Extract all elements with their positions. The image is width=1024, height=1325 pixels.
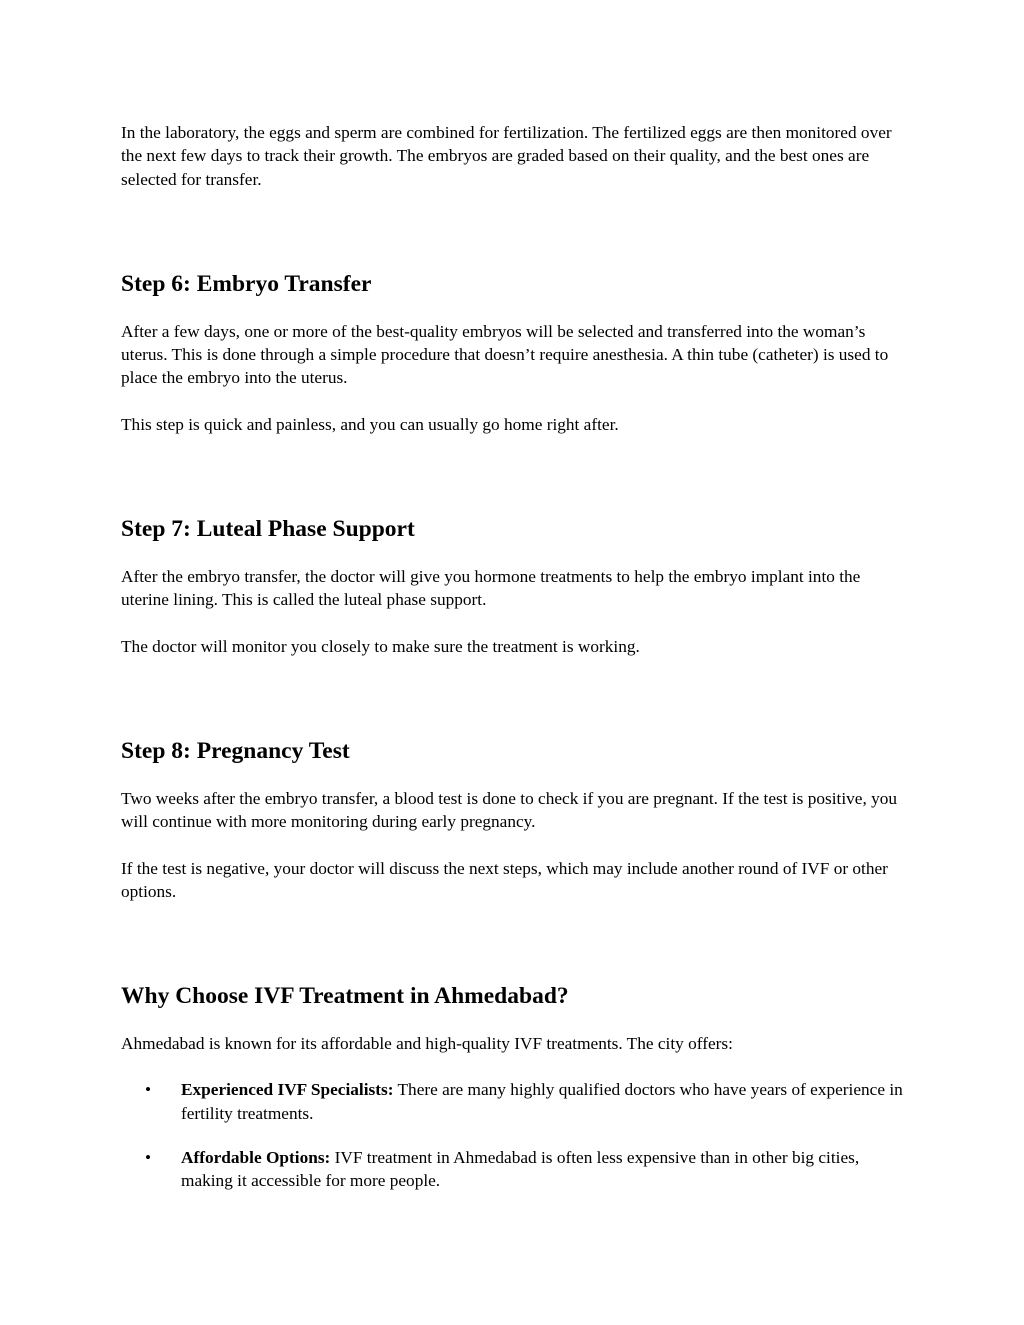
intro-paragraph: In the laboratory, the eggs and sperm are combined for fertilization. The fertilized eggs are then monitored over the next few days to track their growth. The embryos are graded based on their quality, and the best ones are selected for transfer. [121, 123, 892, 189]
document-page [121, 121, 911, 1214]
list-item-title: Experienced IVF Specialists: [181, 1080, 394, 1100]
step8-paragraph-2: If the test is negative, your doctor will discuss the next steps, which may include another round of IVF or other options. [121, 858, 888, 901]
step7-heading: Step 7: Luteal Phase Support [121, 516, 415, 543]
list-item [121, 1146, 911, 1193]
why-intro-paragraph: Ahmedabad is known for its affordable and high-quality IVF treatments. The city offers: [121, 1034, 733, 1054]
step6-paragraph-2: This step is quick and painless, and you can usually go home right after. [121, 414, 619, 434]
step8-paragraph-1: Two weeks after the embryo transfer, a blood test is done to check if you are pregnant. If the test is positive, you will continue with more monitoring during early pregnancy. [121, 788, 898, 832]
step8-heading: Step 8: Pregnancy Test [121, 737, 350, 764]
list-item [121, 1078, 911, 1125]
list-item-text: IVF treatment in Ahmedabad is often less expensive than in other big cities, making it accessible for more people. [181, 1148, 860, 1191]
step7-paragraph-2: The doctor will monitor you closely to make sure the treatment is working. [121, 636, 640, 656]
why-heading: Why Choose IVF Treatment in Ahmedabad? [121, 983, 569, 1010]
list-item-text: There are many highly qualified doctors who have years of experience in fertility treatments. [181, 1080, 903, 1123]
step6-heading: Step 6: Embryo Transfer [121, 270, 372, 297]
step7-paragraph-1: After the embryo transfer, the doctor will give you hormone treatments to help the embryo implant into the uterine lining. This is called the luteal phase support. [121, 567, 861, 610]
bullet-icon: • [145, 1080, 152, 1100]
step6-paragraph-1: After a few days, one or more of the best-quality embryos will be selected and transferred into the woman’s uterus. This is done through a simple procedure that doesn’t require anesthesia. A thin tube (catheter) is used to place the embryo into the uterus. [121, 321, 889, 388]
bullet-icon: • [145, 1148, 152, 1168]
list-item-title: Affordable Options: [181, 1148, 331, 1168]
benefits-list [121, 1078, 911, 1192]
